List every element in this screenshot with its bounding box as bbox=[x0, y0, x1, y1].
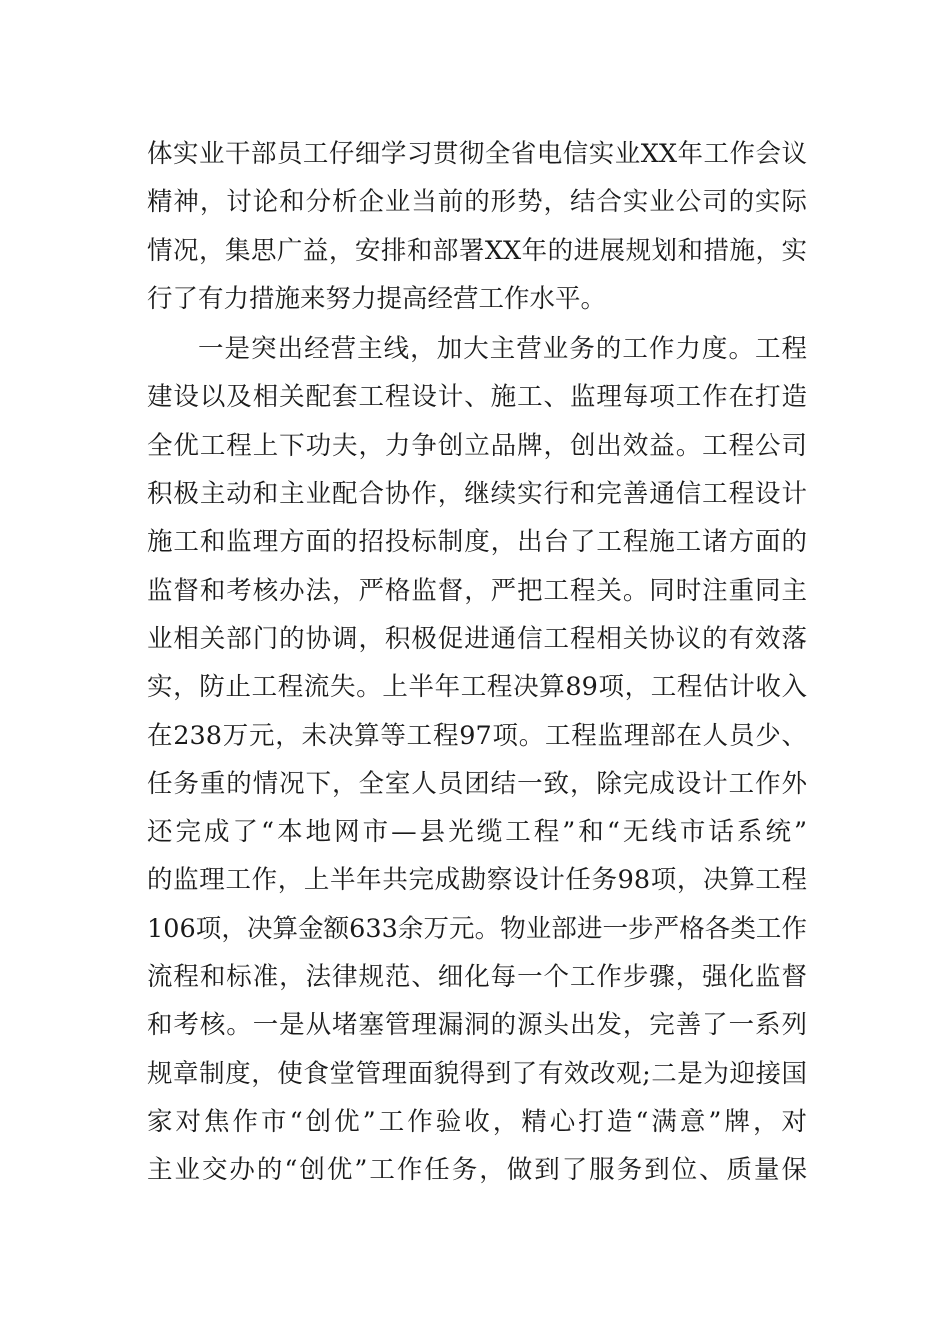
text-line: 全优工程上下功夫，力争创立品牌，创出效益。工程公司 bbox=[147, 430, 807, 461]
text-line: 实，防止工程流失。上半年工程决算89项，工程估计收入 bbox=[147, 672, 807, 703]
body-text bbox=[147, 130, 807, 1195]
text-line: 规章制度，使食堂管理面貌得到了有效改观;二是为迎接国 bbox=[147, 1058, 807, 1089]
text-line: 的监理工作，上半年共完成勘察设计任务98项，决算工程 bbox=[147, 865, 807, 896]
text-line: 情况，集思广益，安排和部署XX年的进展规划和措施，实 bbox=[147, 235, 807, 266]
text-line: 还完成了“本地网市—县光缆工程”和“无线市话系统” bbox=[147, 817, 807, 848]
text-line: 精神，讨论和分析企业当前的形势，结合实业公司的实际 bbox=[147, 187, 807, 218]
text-line: 家对焦作市“创优”工作验收，精心打造“满意”牌，对 bbox=[147, 1106, 807, 1137]
text-line: 建设以及相关配套工程设计、施工、监理每项工作在打造 bbox=[147, 382, 807, 413]
text-line: 和考核。一是从堵塞管理漏洞的源头出发，完善了一系列 bbox=[147, 1010, 807, 1041]
text-line: 体实业干部员工仔细学习贯彻全省电信实业XX年工作会议 bbox=[147, 139, 807, 169]
text-line: 业相关部门的协调，积极促进通信工程相关协议的有效落 bbox=[147, 623, 807, 654]
text-line: 行了有力措施来努力提高经营工作水平。 bbox=[147, 283, 607, 314]
text-line: 施工和监理方面的招投标制度，出台了工程施工诸方面的 bbox=[147, 527, 807, 558]
text-line: 监督和考核办法，严格监督，严把工程关。同时注重同主 bbox=[147, 575, 807, 606]
text-line: 106项，决算金额633余万元。物业部进一步严格各类工作 bbox=[147, 913, 807, 944]
text-line: 任务重的情况下，全室人员团结一致，除完成设计工作外 bbox=[147, 768, 807, 799]
text-line: 主业交办的“创优”工作任务，做到了服务到位、质量保 bbox=[147, 1155, 807, 1186]
text-line: 在238万元，未决算等工程97项。工程监理部在人员少、 bbox=[147, 720, 807, 751]
text-line: 一是突出经营主线，加大主营业务的工作力度。工程 bbox=[198, 334, 807, 365]
text-line: 积极主动和主业配合协作，继续实行和完善通信工程设计 bbox=[147, 479, 807, 510]
text-line: 流程和标准，法律规范、细化每一个工作步骤，强化监督 bbox=[147, 962, 807, 993]
paragraph-1 bbox=[147, 130, 807, 323]
paragraph-2 bbox=[147, 325, 807, 1194]
